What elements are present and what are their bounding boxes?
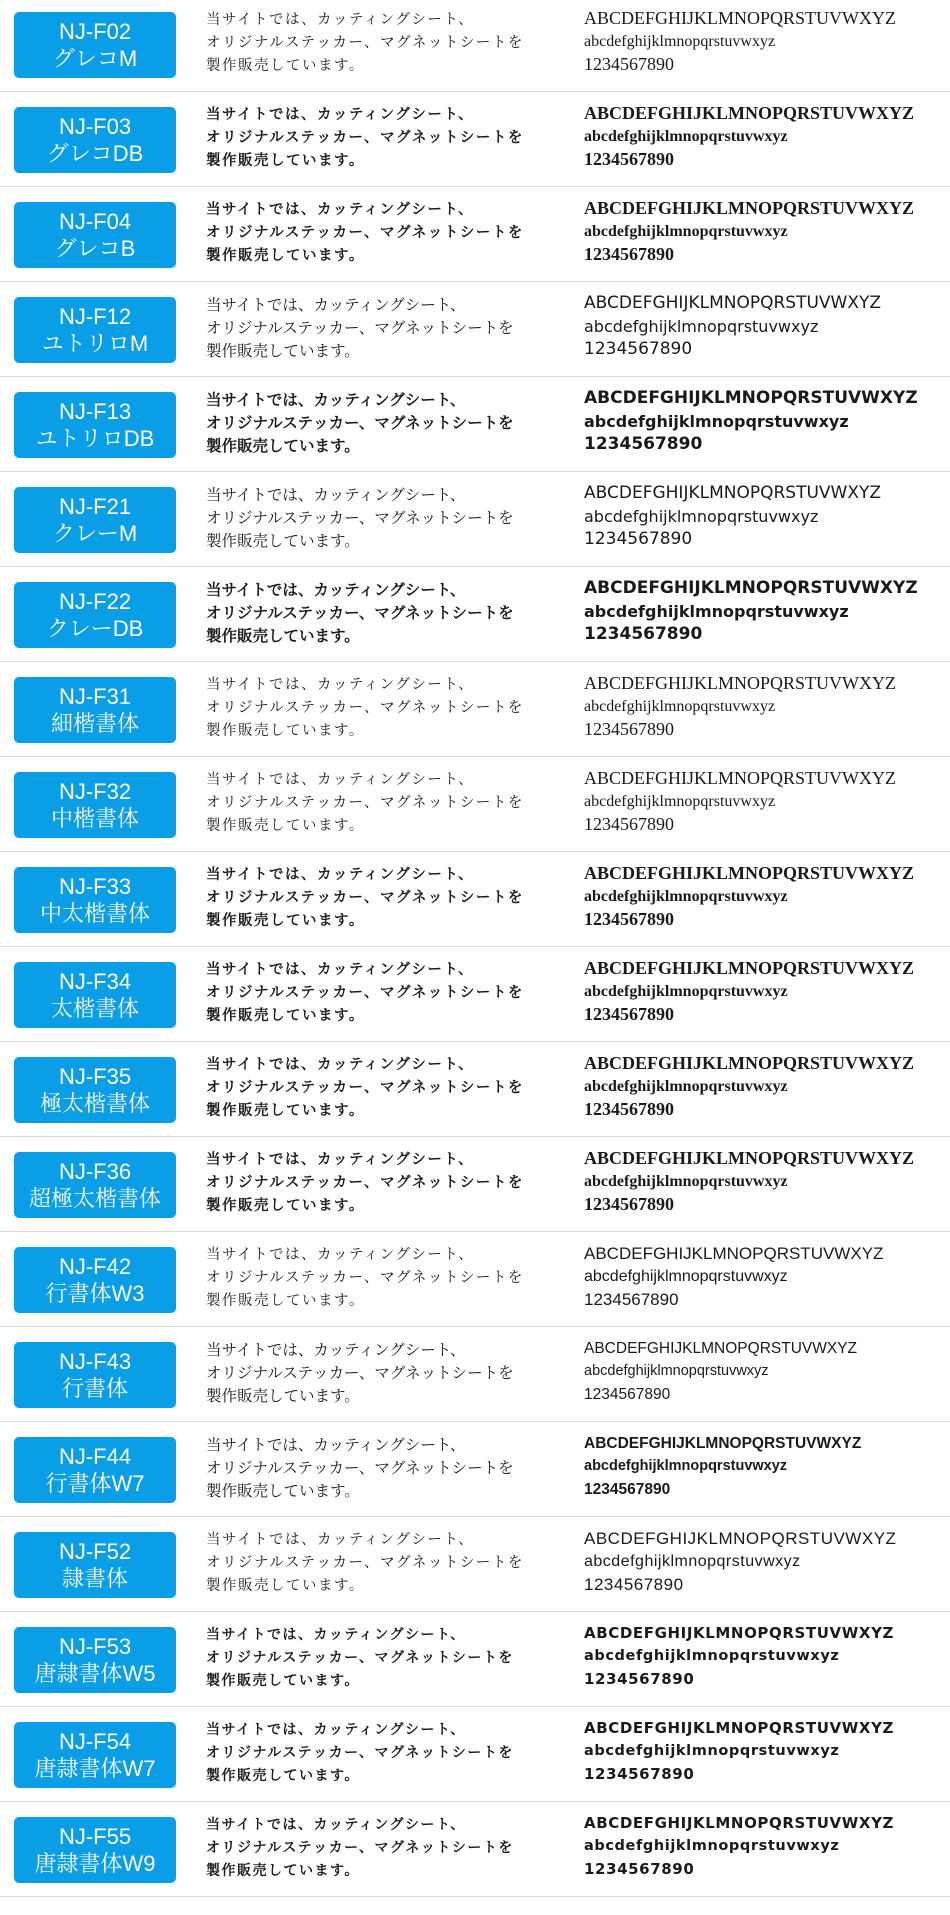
font-code: NJ-F31 — [58, 684, 132, 709]
japanese-sample-line: 製作販売しています。 — [206, 58, 365, 74]
latin-sample-text — [584, 767, 944, 836]
japanese-sample-text — [206, 959, 576, 1028]
japanese-sample-line: 当サイトでは、カッティングシート、 — [206, 1627, 466, 1643]
latin-sample-text — [584, 1432, 944, 1501]
japanese-sample-text — [206, 674, 576, 743]
japanese-sample-text — [206, 294, 576, 363]
font-row — [0, 282, 950, 377]
font-code-badge — [14, 582, 176, 648]
font-code: NJ-F21 — [58, 494, 132, 519]
japanese-sample-line: 製作販売しています。 — [206, 1198, 365, 1214]
latin-sample-text — [584, 292, 944, 361]
latin-sample-digits: 1234567890 — [584, 1481, 671, 1498]
japanese-sample-line: 製作販売しています。 — [206, 342, 360, 360]
font-name: グレコM — [52, 46, 138, 71]
font-code: NJ-F36 — [58, 1159, 132, 1184]
latin-sample-lower: abcdefghijklmnopqrstuvwxyz — [584, 1648, 840, 1664]
font-row — [0, 92, 950, 187]
japanese-sample-line: オリジナルステッカー、マグネットシートを — [206, 795, 524, 811]
font-code-badge — [14, 1817, 176, 1883]
font-row — [0, 1137, 950, 1232]
font-code: NJ-F13 — [58, 399, 132, 424]
japanese-sample-line: 当サイトでは、カッティングシート、 — [206, 1341, 466, 1359]
japanese-sample-line: 製作販売しています。 — [206, 913, 365, 929]
latin-sample-upper: ABCDEFGHIJKLMNOPQRSTUVWXYZ — [584, 673, 897, 693]
japanese-sample-text — [206, 104, 576, 173]
font-code-badge — [14, 1437, 176, 1503]
japanese-sample-line: 製作販売しています。 — [206, 1103, 365, 1119]
latin-sample-digits: 1234567890 — [584, 1670, 695, 1688]
japanese-sample-line: 当サイトでは、カッティングシート、 — [206, 867, 475, 883]
latin-sample-text — [584, 577, 944, 646]
latin-sample-digits: 1234567890 — [584, 624, 703, 644]
latin-sample-upper: ABCDEFGHIJKLMNOPQRSTUVWXYZ — [584, 768, 897, 788]
font-name: グレコDB — [46, 141, 144, 166]
japanese-sample-text — [206, 1244, 576, 1313]
latin-sample-lower: abcdefghijklmnopqrstuvwxyz — [584, 317, 819, 336]
latin-sample-text — [584, 1527, 944, 1596]
latin-sample-upper: ABCDEFGHIJKLMNOPQRSTUVWXYZ — [584, 483, 882, 503]
font-name: 行書体W3 — [45, 1281, 145, 1306]
japanese-sample-line: オリジナルステッカー、マグネットシートを — [206, 1459, 514, 1477]
latin-sample-lower: abcdefghijklmnopqrstuvwxyz — [584, 602, 849, 621]
japanese-sample-line: オリジナルステッカー、マグネットシートを — [206, 319, 514, 337]
japanese-sample-line: 当サイトでは、カッティングシート、 — [206, 1152, 475, 1168]
font-row — [0, 757, 950, 852]
japanese-sample-text — [206, 1149, 576, 1218]
font-row — [0, 1232, 950, 1327]
japanese-sample-line: 当サイトでは、カッティングシート、 — [206, 1722, 466, 1738]
latin-sample-upper: ABCDEFGHIJKLMNOPQRSTUVWXYZ — [584, 1148, 915, 1168]
latin-sample-text — [584, 387, 944, 456]
latin-sample-digits: 1234567890 — [584, 1765, 695, 1783]
font-code: NJ-F42 — [58, 1254, 132, 1279]
latin-sample-lower: abcdefghijklmnopqrstuvwxyz — [584, 1553, 801, 1570]
font-row — [0, 1612, 950, 1707]
font-name: 超極太楷書体 — [28, 1186, 161, 1211]
font-name: 行書体W7 — [45, 1471, 145, 1496]
latin-sample-lower: abcdefghijklmnopqrstuvwxyz — [584, 1268, 788, 1285]
latin-sample-digits: 1234567890 — [584, 1194, 674, 1214]
font-row — [0, 472, 950, 567]
latin-sample-upper: ABCDEFGHIJKLMNOPQRSTUVWXYZ — [584, 388, 918, 408]
japanese-sample-line: オリジナルステッカー、マグネットシートを — [206, 509, 514, 527]
latin-sample-upper: ABCDEFGHIJKLMNOPQRSTUVWXYZ — [584, 1814, 895, 1832]
latin-sample-upper: ABCDEFGHIJKLMNOPQRSTUVWXYZ — [584, 1529, 897, 1548]
latin-sample-lower: abcdefghijklmnopqrstuvwxyz — [584, 983, 788, 1000]
japanese-sample-line: 当サイトでは、カッティングシート、 — [206, 107, 475, 123]
latin-sample-upper: ABCDEFGHIJKLMNOPQRSTUVWXYZ — [584, 103, 915, 123]
japanese-sample-text — [206, 1814, 576, 1883]
japanese-sample-text — [206, 1339, 576, 1408]
font-name: ユトリロM — [41, 331, 149, 356]
font-code-badge — [14, 772, 176, 838]
font-code-badge — [14, 12, 176, 78]
latin-sample-upper: ABCDEFGHIJKLMNOPQRSTUVWXYZ — [584, 863, 915, 883]
latin-sample-lower: abcdefghijklmnopqrstuvwxyz — [584, 698, 776, 715]
japanese-sample-line: 当サイトでは、カッティングシート、 — [206, 12, 475, 28]
latin-sample-upper: ABCDEFGHIJKLMNOPQRSTUVWXYZ — [584, 198, 915, 218]
font-name: 極太楷書体 — [39, 1091, 150, 1116]
latin-sample-text — [584, 1242, 944, 1311]
japanese-sample-line: 当サイトでは、カッティングシート、 — [206, 677, 475, 693]
latin-sample-text — [584, 7, 944, 76]
font-code-badge — [14, 1152, 176, 1218]
latin-sample-digits: 1234567890 — [584, 1004, 674, 1024]
japanese-sample-line: 製作販売しています。 — [206, 248, 365, 264]
japanese-sample-text — [206, 1434, 576, 1503]
font-row — [0, 1517, 950, 1612]
latin-sample-digits: 1234567890 — [584, 149, 674, 169]
font-code-badge — [14, 1247, 176, 1313]
latin-sample-digits: 1234567890 — [584, 1860, 695, 1878]
latin-sample-text — [584, 1147, 944, 1216]
font-code: NJ-F54 — [58, 1729, 132, 1754]
font-name: 中太楷書体 — [39, 901, 150, 926]
latin-sample-digits: 1234567890 — [584, 719, 674, 739]
latin-sample-digits: 1234567890 — [584, 244, 674, 264]
font-code-badge — [14, 107, 176, 173]
japanese-sample-line: オリジナルステッカー、マグネットシートを — [206, 1555, 524, 1571]
latin-sample-lower: abcdefghijklmnopqrstuvwxyz — [584, 1078, 788, 1095]
japanese-sample-line: 製作販売しています。 — [206, 1768, 360, 1784]
japanese-sample-text — [206, 389, 576, 458]
latin-sample-lower: abcdefghijklmnopqrstuvwxyz — [584, 412, 849, 431]
latin-sample-lower: abcdefghijklmnopqrstuvwxyz — [584, 507, 819, 526]
font-row — [0, 1707, 950, 1802]
latin-sample-lower: abcdefghijklmnopqrstuvwxyz — [584, 793, 776, 810]
japanese-sample-text — [206, 1624, 576, 1693]
latin-sample-upper: ABCDEFGHIJKLMNOPQRSTUVWXYZ — [584, 1624, 895, 1642]
font-code: NJ-F04 — [58, 209, 132, 234]
font-code: NJ-F55 — [58, 1824, 132, 1849]
latin-sample-digits: 1234567890 — [584, 529, 693, 549]
font-row — [0, 377, 950, 472]
latin-sample-digits: 1234567890 — [584, 1290, 679, 1309]
font-code-badge — [14, 297, 176, 363]
japanese-sample-line: オリジナルステッカー、マグネットシートを — [206, 1745, 514, 1761]
font-row — [0, 1327, 950, 1422]
latin-sample-text — [584, 102, 944, 171]
japanese-sample-line: オリジナルステッカー、マグネットシートを — [206, 414, 514, 432]
japanese-sample-line: オリジナルステッカー、マグネットシートを — [206, 1364, 514, 1382]
japanese-sample-line: オリジナルステッカー、マグネットシートを — [206, 890, 524, 906]
japanese-sample-line: 製作販売しています。 — [206, 1008, 365, 1024]
font-code: NJ-F32 — [58, 779, 132, 804]
latin-sample-lower: abcdefghijklmnopqrstuvwxyz — [584, 1363, 769, 1379]
font-code: NJ-F12 — [58, 304, 132, 329]
latin-sample-digits: 1234567890 — [584, 1386, 671, 1403]
japanese-sample-line: 当サイトでは、カッティングシート、 — [206, 772, 475, 788]
japanese-sample-line: オリジナルステッカー、マグネットシートを — [206, 35, 524, 51]
latin-sample-lower: abcdefghijklmnopqrstuvwxyz — [584, 1458, 788, 1474]
latin-sample-lower: abcdefghijklmnopqrstuvwxyz — [584, 33, 776, 50]
latin-sample-upper: ABCDEFGHIJKLMNOPQRSTUVWXYZ — [584, 958, 915, 978]
japanese-sample-line: オリジナルステッカー、マグネットシートを — [206, 225, 524, 241]
japanese-sample-line: オリジナルステッカー、マグネットシートを — [206, 1840, 514, 1856]
font-code: NJ-F53 — [58, 1634, 132, 1659]
latin-sample-lower: abcdefghijklmnopqrstuvwxyz — [584, 1173, 788, 1190]
japanese-sample-line: 製作販売しています。 — [206, 153, 365, 169]
latin-sample-upper: ABCDEFGHIJKLMNOPQRSTUVWXYZ — [584, 1340, 857, 1357]
japanese-sample-line: 当サイトでは、カッティングシート、 — [206, 1436, 466, 1454]
latin-sample-lower: abcdefghijklmnopqrstuvwxyz — [584, 1743, 840, 1759]
font-code-badge — [14, 487, 176, 553]
font-code-badge — [14, 1532, 176, 1598]
font-code-badge — [14, 962, 176, 1028]
japanese-sample-line: 製作販売しています。 — [206, 627, 360, 645]
japanese-sample-line: オリジナルステッカー、マグネットシートを — [206, 1175, 524, 1191]
font-name: 太楷書体 — [50, 996, 139, 1021]
latin-sample-digits: 1234567890 — [584, 54, 674, 74]
font-code: NJ-F35 — [58, 1064, 132, 1089]
japanese-sample-text — [206, 199, 576, 268]
font-name: 細楷書体 — [50, 711, 139, 736]
latin-sample-digits: 1234567890 — [584, 814, 674, 834]
font-row — [0, 852, 950, 947]
latin-sample-text — [584, 1717, 944, 1786]
japanese-sample-line: オリジナルステッカー、マグネットシートを — [206, 604, 514, 622]
latin-sample-text — [584, 1337, 944, 1406]
latin-sample-text — [584, 957, 944, 1026]
japanese-sample-text — [206, 579, 576, 648]
japanese-sample-line: オリジナルステッカー、マグネットシートを — [206, 1080, 524, 1096]
font-code: NJ-F34 — [58, 969, 132, 994]
japanese-sample-line: 当サイトでは、カッティングシート、 — [206, 1817, 466, 1833]
japanese-sample-line: 当サイトでは、カッティングシート、 — [206, 202, 475, 218]
font-code: NJ-F03 — [58, 114, 132, 139]
japanese-sample-line: 当サイトでは、カッティングシート、 — [206, 1057, 475, 1073]
font-name: 唐隷書体W7 — [34, 1756, 156, 1781]
font-row — [0, 1042, 950, 1137]
japanese-sample-text — [206, 769, 576, 838]
japanese-sample-line: 製作販売しています。 — [206, 1673, 360, 1689]
latin-sample-text — [584, 1812, 944, 1881]
latin-sample-digits: 1234567890 — [584, 1575, 684, 1594]
font-name: 唐隷書体W9 — [34, 1851, 156, 1876]
latin-sample-digits: 1234567890 — [584, 909, 674, 929]
japanese-sample-line: 当サイトでは、カッティングシート、 — [206, 1532, 475, 1548]
font-code: NJ-F33 — [58, 874, 132, 899]
japanese-sample-line: オリジナルステッカー、マグネットシートを — [206, 130, 524, 146]
japanese-sample-line: 製作販売しています。 — [206, 1863, 360, 1879]
japanese-sample-line: 製作販売しています。 — [206, 437, 360, 455]
font-code: NJ-F43 — [58, 1349, 132, 1374]
japanese-sample-line: 製作販売しています。 — [206, 818, 365, 834]
japanese-sample-line: 当サイトでは、カッティングシート、 — [206, 296, 466, 314]
font-name: ユトリロDB — [35, 426, 155, 451]
latin-sample-lower: abcdefghijklmnopqrstuvwxyz — [584, 128, 788, 145]
japanese-sample-line: オリジナルステッカー、マグネットシートを — [206, 985, 524, 1001]
japanese-sample-text — [206, 484, 576, 553]
latin-sample-upper: ABCDEFGHIJKLMNOPQRSTUVWXYZ — [584, 1719, 895, 1737]
font-code-badge — [14, 1057, 176, 1123]
japanese-sample-line: 当サイトでは、カッティングシート、 — [206, 1247, 475, 1263]
japanese-sample-text — [206, 1054, 576, 1123]
font-name: 隷書体 — [61, 1566, 128, 1591]
japanese-sample-line: 製作販売しています。 — [206, 1387, 360, 1405]
font-row — [0, 662, 950, 757]
latin-sample-upper: ABCDEFGHIJKLMNOPQRSTUVWXYZ — [584, 1435, 862, 1452]
font-code-badge — [14, 1722, 176, 1788]
japanese-sample-line: 製作販売しています。 — [206, 723, 365, 739]
font-code-badge — [14, 1342, 176, 1408]
font-row — [0, 1802, 950, 1897]
font-code-badge — [14, 392, 176, 458]
japanese-sample-text — [206, 1529, 576, 1598]
latin-sample-upper: ABCDEFGHIJKLMNOPQRSTUVWXYZ — [584, 293, 882, 313]
latin-sample-text — [584, 1622, 944, 1691]
japanese-sample-line: オリジナルステッカー、マグネットシートを — [206, 700, 524, 716]
japanese-sample-line: オリジナルステッカー、マグネットシートを — [206, 1270, 524, 1286]
font-code-badge — [14, 867, 176, 933]
latin-sample-text — [584, 1052, 944, 1121]
font-name: クレーM — [52, 521, 138, 546]
japanese-sample-line: 製作販売しています。 — [206, 532, 360, 550]
font-row — [0, 947, 950, 1042]
font-row — [0, 567, 950, 662]
japanese-sample-line: オリジナルステッカー、マグネットシートを — [206, 1650, 514, 1666]
japanese-sample-line: 当サイトでは、カッティングシート、 — [206, 962, 475, 978]
font-code: NJ-F44 — [58, 1444, 132, 1469]
latin-sample-text — [584, 672, 944, 741]
latin-sample-upper: ABCDEFGHIJKLMNOPQRSTUVWXYZ — [584, 1244, 884, 1263]
font-name: グレコB — [54, 236, 136, 261]
font-code: NJ-F02 — [58, 19, 132, 44]
font-name: 唐隷書体W5 — [34, 1661, 156, 1686]
latin-sample-text — [584, 482, 944, 551]
japanese-sample-line: 当サイトでは、カッティングシート、 — [206, 486, 466, 504]
font-code: NJ-F52 — [58, 1539, 132, 1564]
font-code-badge — [14, 202, 176, 268]
japanese-sample-text — [206, 9, 576, 78]
latin-sample-upper: ABCDEFGHIJKLMNOPQRSTUVWXYZ — [584, 578, 918, 598]
latin-sample-lower: abcdefghijklmnopqrstuvwxyz — [584, 1838, 840, 1854]
japanese-sample-text — [206, 864, 576, 933]
latin-sample-text — [584, 197, 944, 266]
latin-sample-lower: abcdefghijklmnopqrstuvwxyz — [584, 223, 788, 240]
japanese-sample-line: 当サイトでは、カッティングシート、 — [206, 581, 466, 599]
latin-sample-text — [584, 862, 944, 931]
font-name: 中楷書体 — [50, 806, 139, 831]
font-code-badge — [14, 1627, 176, 1693]
font-code-badge — [14, 677, 176, 743]
font-name: 行書体 — [61, 1376, 128, 1401]
font-row — [0, 1422, 950, 1517]
japanese-sample-line: 製作販売しています。 — [206, 1482, 360, 1500]
latin-sample-lower: abcdefghijklmnopqrstuvwxyz — [584, 888, 788, 905]
japanese-sample-line: 当サイトでは、カッティングシート、 — [206, 391, 466, 409]
font-row — [0, 187, 950, 282]
japanese-sample-line: 製作販売しています。 — [206, 1293, 365, 1309]
font-code: NJ-F22 — [58, 589, 132, 614]
latin-sample-upper: ABCDEFGHIJKLMNOPQRSTUVWXYZ — [584, 8, 897, 28]
font-name: クレーDB — [46, 616, 144, 641]
latin-sample-digits: 1234567890 — [584, 434, 703, 454]
japanese-sample-line: 製作販売しています。 — [206, 1578, 365, 1594]
latin-sample-digits: 1234567890 — [584, 339, 693, 359]
japanese-sample-text — [206, 1719, 576, 1788]
latin-sample-digits: 1234567890 — [584, 1099, 674, 1119]
latin-sample-upper: ABCDEFGHIJKLMNOPQRSTUVWXYZ — [584, 1053, 915, 1073]
font-row — [0, 0, 950, 92]
